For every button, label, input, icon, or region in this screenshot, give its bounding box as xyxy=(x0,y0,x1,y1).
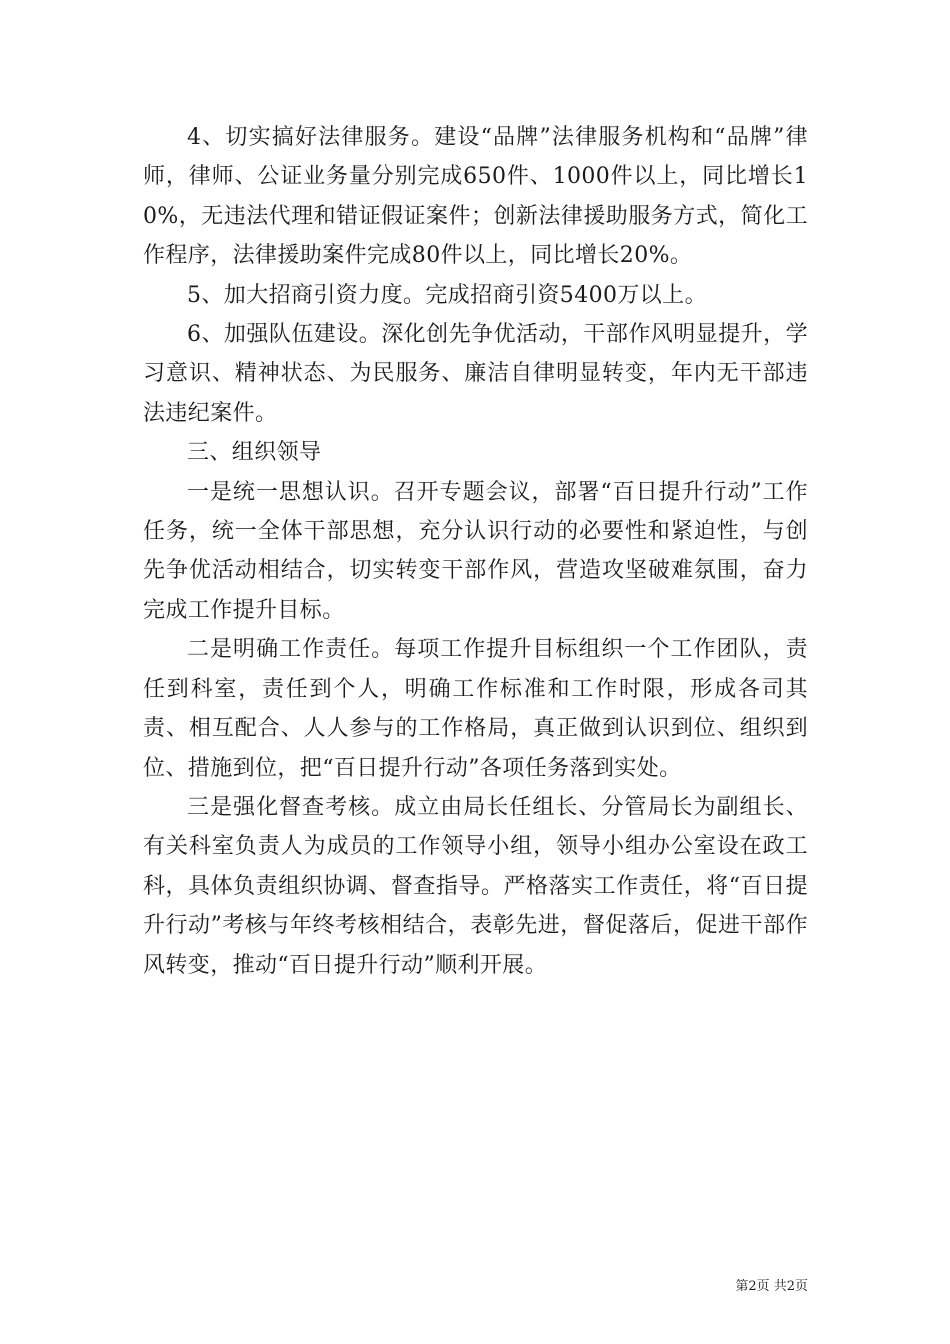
page-number: 第2页 共2页 xyxy=(735,1279,808,1294)
paragraph-supervision: 三是强化督查考核。成立由局长任组长、分管局长为副组长、有关科室负责人为成员的工作领导小组，领导小组办公室设在政工科，具体负责组织协调、督查指导。严格落实工作责任，将“百日提升行动”考核与年终考核相结合，表彰先进，督促落后，促进干部作风转变，推动“百日提升行动”顺利开展。 xyxy=(143,794,808,978)
paragraph-unify-thinking: 一是统一思想认识。召开专题会议，部署“百日提升行动”工作任务，统一全体干部思想，充分认识行动的必要性和紧迫性，与创先争优活动相结合，切实转变干部作风，营造攻坚破难氛围，奋力完成工作提升目标。 xyxy=(143,479,808,623)
document-body xyxy=(143,118,808,985)
section-heading-organization: 三、组织领导 xyxy=(187,440,322,466)
paragraph-team-building: 6、加强队伍建设。深化创先争优活动，干部作风明显提升，学习意识、精神状态、为民服务、廉洁自律明显转变，年内无干部违法违纪案件。 xyxy=(143,322,808,426)
paragraph-investment: 5、加大招商引资力度。完成招商引资5400万以上。 xyxy=(187,282,707,308)
paragraph-legal-services: 4、切实搞好法律服务。建设“品牌”法律服务机构和“品牌”律师，律师、公证业务量分别完成650件、1000件以上，同比增长10%，无违法代理和错证假证案件；创新法律援助服务方式，简化工作程序，法律援助案件完成80件以上，同比增长20%。 xyxy=(143,125,808,269)
paragraph-responsibility: 二是明确工作责任。每项工作提升目标组织一个工作团队，责任到科室，责任到个人，明确工作标准和工作时限，形成各司其责、相互配合、人人参与的工作格局，真正做到认识到位、组织到位、措施到位，把“百日提升行动”各项任务落到实处。 xyxy=(143,637,808,781)
